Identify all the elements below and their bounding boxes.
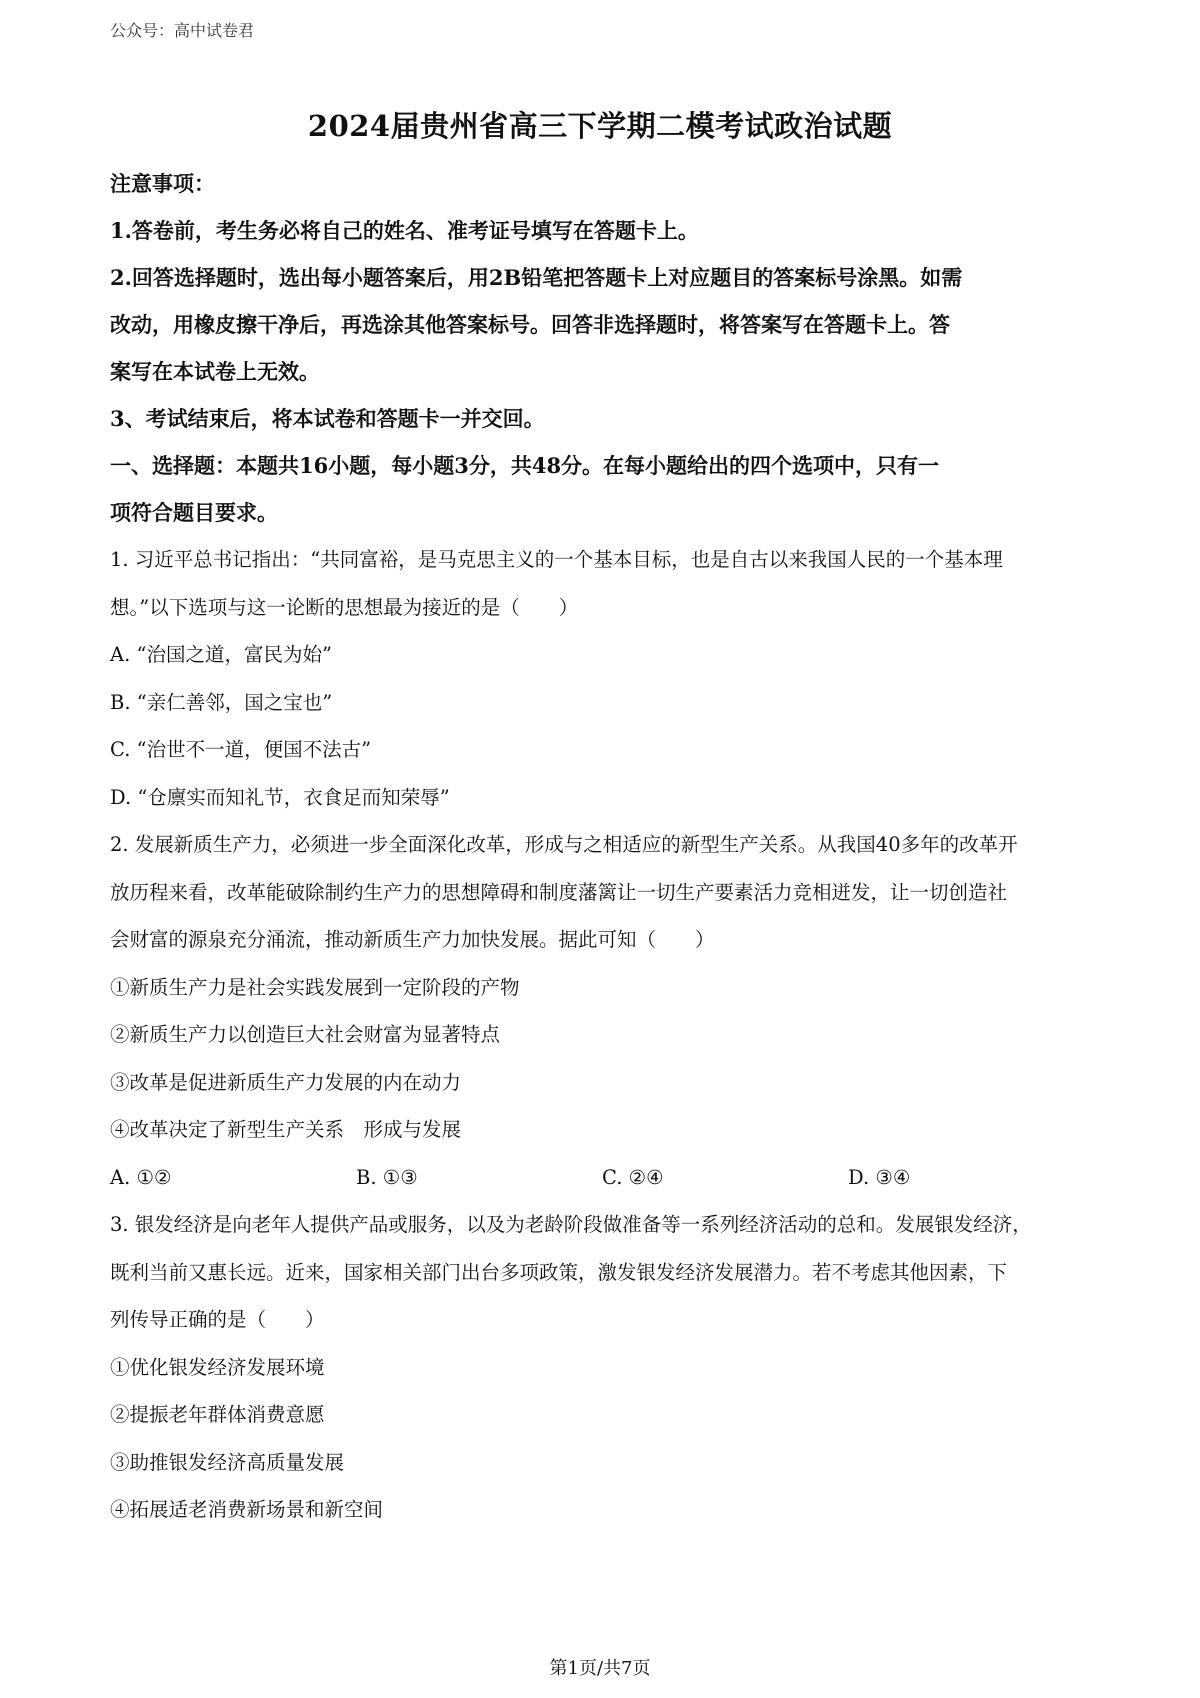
exam-content — [110, 160, 1100, 1534]
question-1-option: A. “治国之道，富民为始” — [110, 643, 332, 666]
source-note: 公众号：高中试卷君 — [110, 21, 255, 40]
page-title: 2024届贵州省高三下学期二模考试政治试题 — [307, 109, 893, 143]
question-2-option: C. ②④ — [602, 1165, 664, 1189]
question-3-item: ③助推银发经济高质量发展 — [110, 1450, 345, 1474]
question-1-option: B. “亲仁善邻，国之宝也” — [110, 690, 333, 714]
question-1-stem: 想。”以下选项与这一论断的思想最为接近的是（ ） — [110, 595, 579, 619]
question-3-item: ②提振老年群体消费意愿 — [110, 1403, 325, 1426]
question-2-option: A. ①② — [110, 1165, 172, 1189]
question-3-item: ④拓展适老消费新场景和新空间 — [110, 1498, 384, 1521]
question-3-stem: 既利当前又惠长远。近来，国家相关部门出台多项政策，激发银发经济发展潜力。若不考虑其他因素，下 — [110, 1260, 1008, 1284]
notice-line: 改动，用橡皮擦干净后，再选涂其他答案标号。回答非选择题时，将答案写在答题卡上。答 — [110, 312, 950, 337]
question-1-option: C. “治世不一道，便国不法古” — [110, 738, 372, 761]
question-3-stem: 3. 银发经济是向老年人提供产品或服务，以及为老龄阶段做准备等一系列经济活动的总和。发展银发经济， — [110, 1213, 1032, 1236]
question-3-stem: 列传导正确的是（ ） — [110, 1308, 325, 1331]
page-number: 第1页/共7页 — [549, 1658, 651, 1679]
question-1-option: D. “仓廪实而知礼节，衣食足而知荣辱” — [110, 785, 450, 809]
section-heading: 项符合题目要求。 — [110, 500, 278, 525]
question-3-item: ①优化银发经济发展环境 — [110, 1355, 325, 1379]
question-2-item: ④改革决定了新型生产关系 形成与发展 — [110, 1118, 462, 1141]
question-2-item: ①新质生产力是社会实践发展到一定阶段的产物 — [110, 975, 520, 999]
question-2-option: D. ③④ — [848, 1165, 911, 1189]
question-2-item: ②新质生产力以创造巨大社会财富为显著特点 — [110, 1023, 501, 1046]
notice-line: 2.回答选择题时，选出每小题答案后，用2B铅笔把答题卡上对应题目的答案标号涂黑。如需 — [110, 265, 963, 290]
question-2-option: B. ①③ — [356, 1165, 418, 1189]
notice-line: 1.答卷前，考生务必将自己的姓名、准考证号填写在答题卡上。 — [110, 218, 699, 243]
question-2-options — [110, 1154, 1100, 1202]
notice-line: 案写在本试卷上无效。 — [110, 359, 320, 384]
question-2-stem: 放历程来看，改革能破除制约生产力的思想障碍和制度藩篱让一切生产要素活力竞相迸发，让一切创造社 — [110, 880, 1008, 904]
question-2-item: ③改革是促进新质生产力发展的内在动力 — [110, 1070, 462, 1094]
section-heading: 一、选择题：本题共16小题，每小题3分，共48分。在每小题给出的四个选项中，只有一 — [110, 453, 940, 478]
question-2-stem: 2. 发展新质生产力，必须进一步全面深化改革，形成与之相适应的新型生产关系。从我国40多年的改革开 — [110, 833, 1018, 856]
notice-heading: 注意事项： — [110, 171, 215, 196]
question-1-stem: 1. 习近平总书记指出：“共同富裕，是马克思主义的一个基本目标，也是自古以来我国人民的一个基本理 — [110, 548, 1003, 571]
question-2-stem: 会财富的源泉充分涌流，推动新质生产力加快发展。据此可知（ ） — [110, 928, 715, 951]
notice-line: 3、考试结束后，将本试卷和答题卡一并交回。 — [110, 406, 545, 431]
